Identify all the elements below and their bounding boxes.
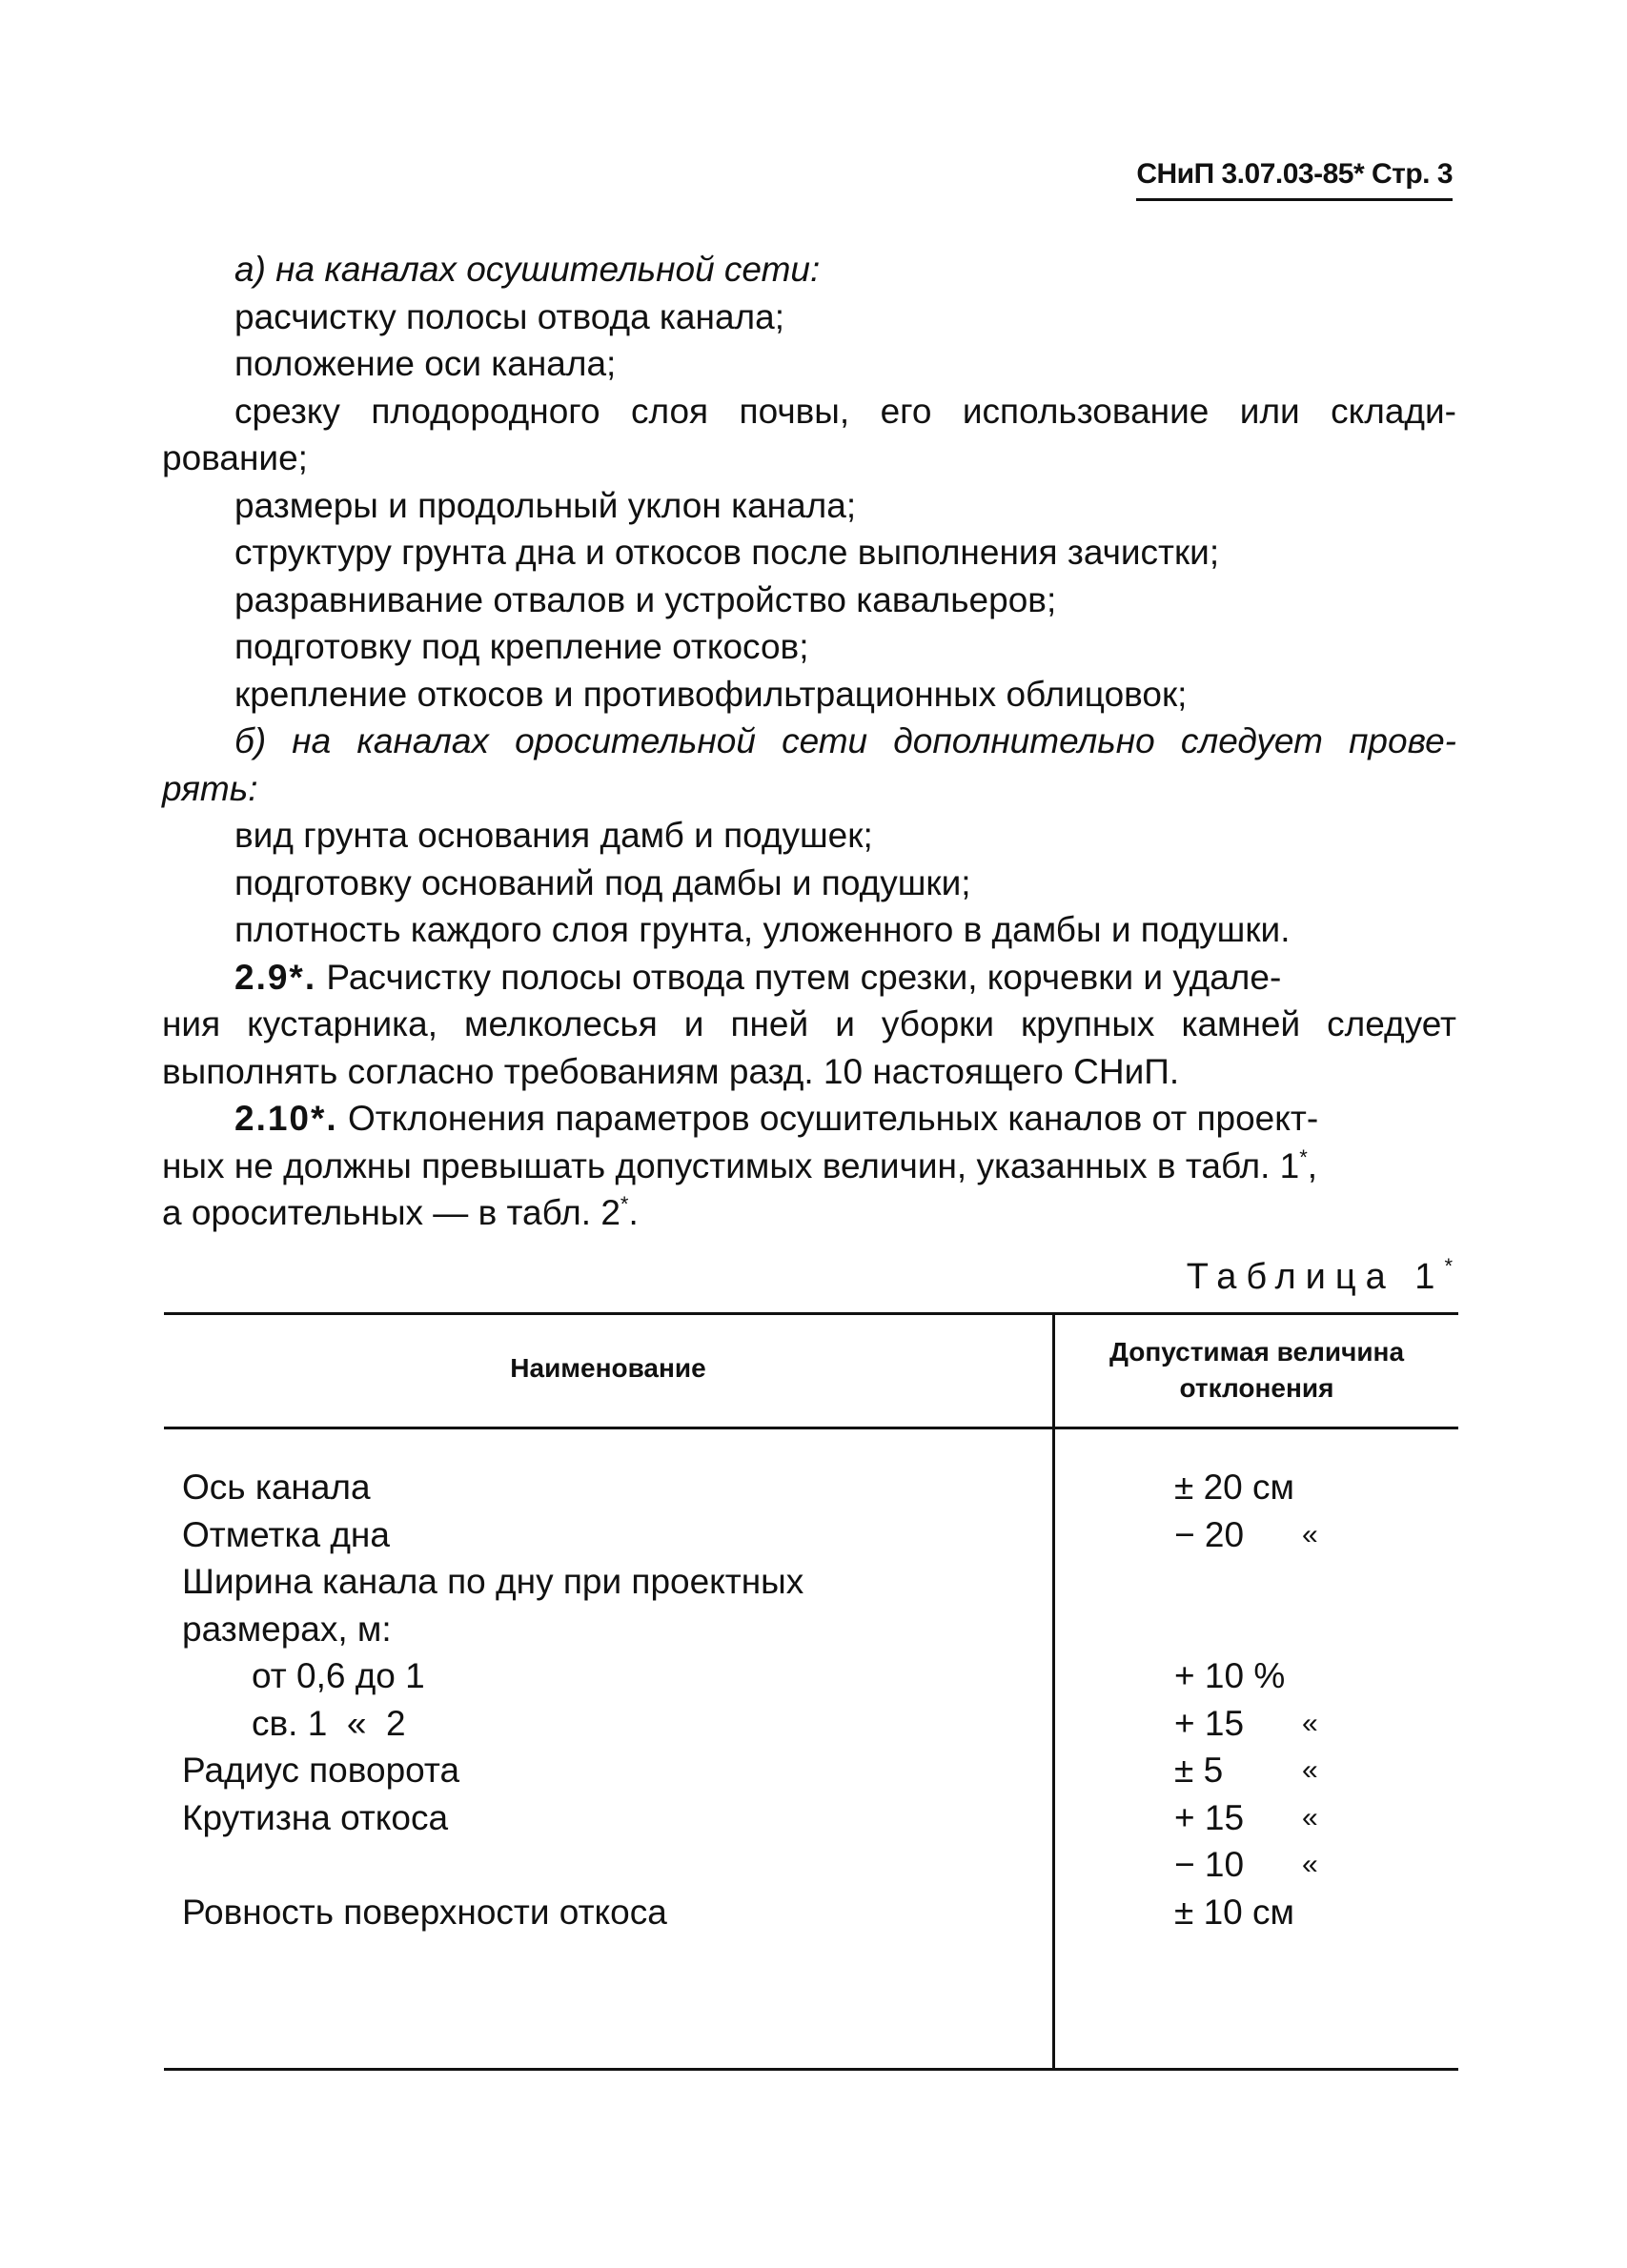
- text-line: а) на каналах осушительной сети:: [234, 250, 821, 289]
- text-line: выполнять согласно требованиям разд. 10 настоящего СНиП.: [162, 1051, 1180, 1091]
- row-value: [1174, 1511, 1318, 1559]
- ditto-mark: «: [1302, 1849, 1318, 1880]
- paragraph-2-9-first-line: [162, 954, 1456, 1002]
- text-line: разравнивание отвалов и устройство кавальеров;: [234, 579, 1057, 619]
- text-line: подготовку под крепление откосов;: [234, 627, 809, 666]
- row-name: Ровность поверхности откоса: [182, 1892, 667, 1932]
- value-text: − 20: [1174, 1514, 1245, 1554]
- table-row: [164, 1841, 1458, 1889]
- text-fragment: а оросительных — в табл. 2: [162, 1193, 620, 1232]
- column-header-value-line: Допустимая величина: [1108, 1337, 1405, 1367]
- ditto-mark: «: [1302, 1801, 1318, 1833]
- row-value: [1174, 1464, 1294, 1511]
- table-row: [164, 1558, 1458, 1606]
- row-value: [1174, 1794, 1318, 1842]
- value-text: ± 5: [1174, 1751, 1224, 1790]
- table-row: [164, 1606, 1458, 1653]
- paragraph-2-10-first-line: [162, 1095, 1456, 1143]
- text-fragment: ,: [1307, 1145, 1318, 1185]
- value-text: ± 10 см: [1174, 1892, 1294, 1932]
- text-line: подготовку оснований под дамбы и подушки;: [234, 862, 971, 902]
- table-row: [164, 1511, 1458, 1559]
- column-header-name: Наименование: [510, 1353, 706, 1383]
- text-fragment: Расчистку полосы отвода путем срезки, корчевки и удале-: [326, 957, 1282, 997]
- row-name: Ось канала: [182, 1468, 371, 1507]
- body-text: [162, 246, 1456, 1237]
- value-text: ± 20 см: [1174, 1468, 1294, 1507]
- text-fragment: ных не должны превышать допустимых величин, указанных в табл. 1: [162, 1145, 1300, 1185]
- row-name: Отметка дна: [182, 1514, 390, 1554]
- ditto-mark: «: [1302, 1707, 1318, 1739]
- value-text: + 15: [1174, 1703, 1245, 1743]
- table-row: [164, 1889, 1458, 1936]
- text-line: расчистку полосы отвода канала;: [234, 296, 784, 336]
- table-caption-text: Таблица 1: [1186, 1257, 1445, 1297]
- table-row: [164, 1652, 1458, 1700]
- row-name: Крутизна откоса: [182, 1797, 449, 1837]
- column-header-value-line: отклонения: [1179, 1373, 1334, 1403]
- table-row: [164, 1794, 1458, 1842]
- text-line: [162, 1143, 1456, 1190]
- text-line: вид грунта основания дамб и подушек;: [234, 816, 873, 855]
- table-body: [164, 1464, 1458, 1935]
- row-name: Ширина канала по дну при проектных: [182, 1562, 804, 1601]
- value-text: + 10 %: [1174, 1656, 1286, 1695]
- table-row: [164, 1747, 1458, 1794]
- text-line: ния кустарника, мелколесья и пней и уборки крупных камней следует: [162, 1004, 1456, 1043]
- footnote-star: *: [620, 1192, 629, 1216]
- paragraph-number: 2.10*.: [234, 1099, 338, 1138]
- header-divider: [164, 1427, 1458, 1429]
- running-header: СНиП 3.07.03-85* Стр. 3: [1136, 158, 1453, 201]
- text-line: крепление откосов и противофильтрационных облицовок;: [234, 674, 1188, 714]
- table-row: [164, 1700, 1458, 1748]
- text-line: б) на каналах оросительной сети дополнительно следует прове-: [234, 721, 1456, 760]
- text-line: рять:: [162, 768, 258, 808]
- text-fragment: .: [628, 1193, 639, 1232]
- row-value: [1174, 1841, 1318, 1889]
- text-line: [162, 1189, 1456, 1237]
- footnote-star: *: [1444, 1254, 1453, 1278]
- text-line: срезку плодородного слоя почвы, его использование или склади-: [234, 391, 1456, 431]
- footnote-star: *: [1299, 1144, 1308, 1169]
- row-name: от 0,6 до 1: [252, 1656, 425, 1695]
- ditto-mark: «: [1302, 1518, 1318, 1550]
- row-name: Радиус поворота: [182, 1751, 460, 1790]
- text-line: положение оси канала;: [234, 344, 617, 383]
- table-caption: [1187, 1254, 1453, 1298]
- row-value: [1174, 1889, 1294, 1936]
- value-text: + 15: [1174, 1797, 1245, 1837]
- ditto-mark: «: [1302, 1754, 1318, 1786]
- text-line: размеры и продольный уклон канала;: [234, 485, 857, 525]
- text-line: плотность каждого слоя грунта, уложенного в дамбы и подушки.: [234, 910, 1291, 949]
- row-value: [1174, 1700, 1318, 1748]
- table-row: [164, 1464, 1458, 1511]
- text-fragment: Отклонения параметров осушительных каналов от проект-: [347, 1099, 1319, 1138]
- column-header-value: [1055, 1334, 1458, 1407]
- row-value: [1174, 1747, 1318, 1794]
- value-text: − 10: [1174, 1845, 1245, 1884]
- row-name: св. 1 « 2: [252, 1703, 406, 1743]
- text-line: структуру грунта дна и откосов после выполнения зачистки;: [234, 533, 1220, 572]
- text-line: рование;: [162, 438, 308, 477]
- paragraph-number: 2.9*.: [234, 957, 317, 997]
- deviation-table: [164, 1312, 1458, 2071]
- row-value: [1174, 1652, 1285, 1700]
- row-name: размерах, м:: [182, 1609, 392, 1649]
